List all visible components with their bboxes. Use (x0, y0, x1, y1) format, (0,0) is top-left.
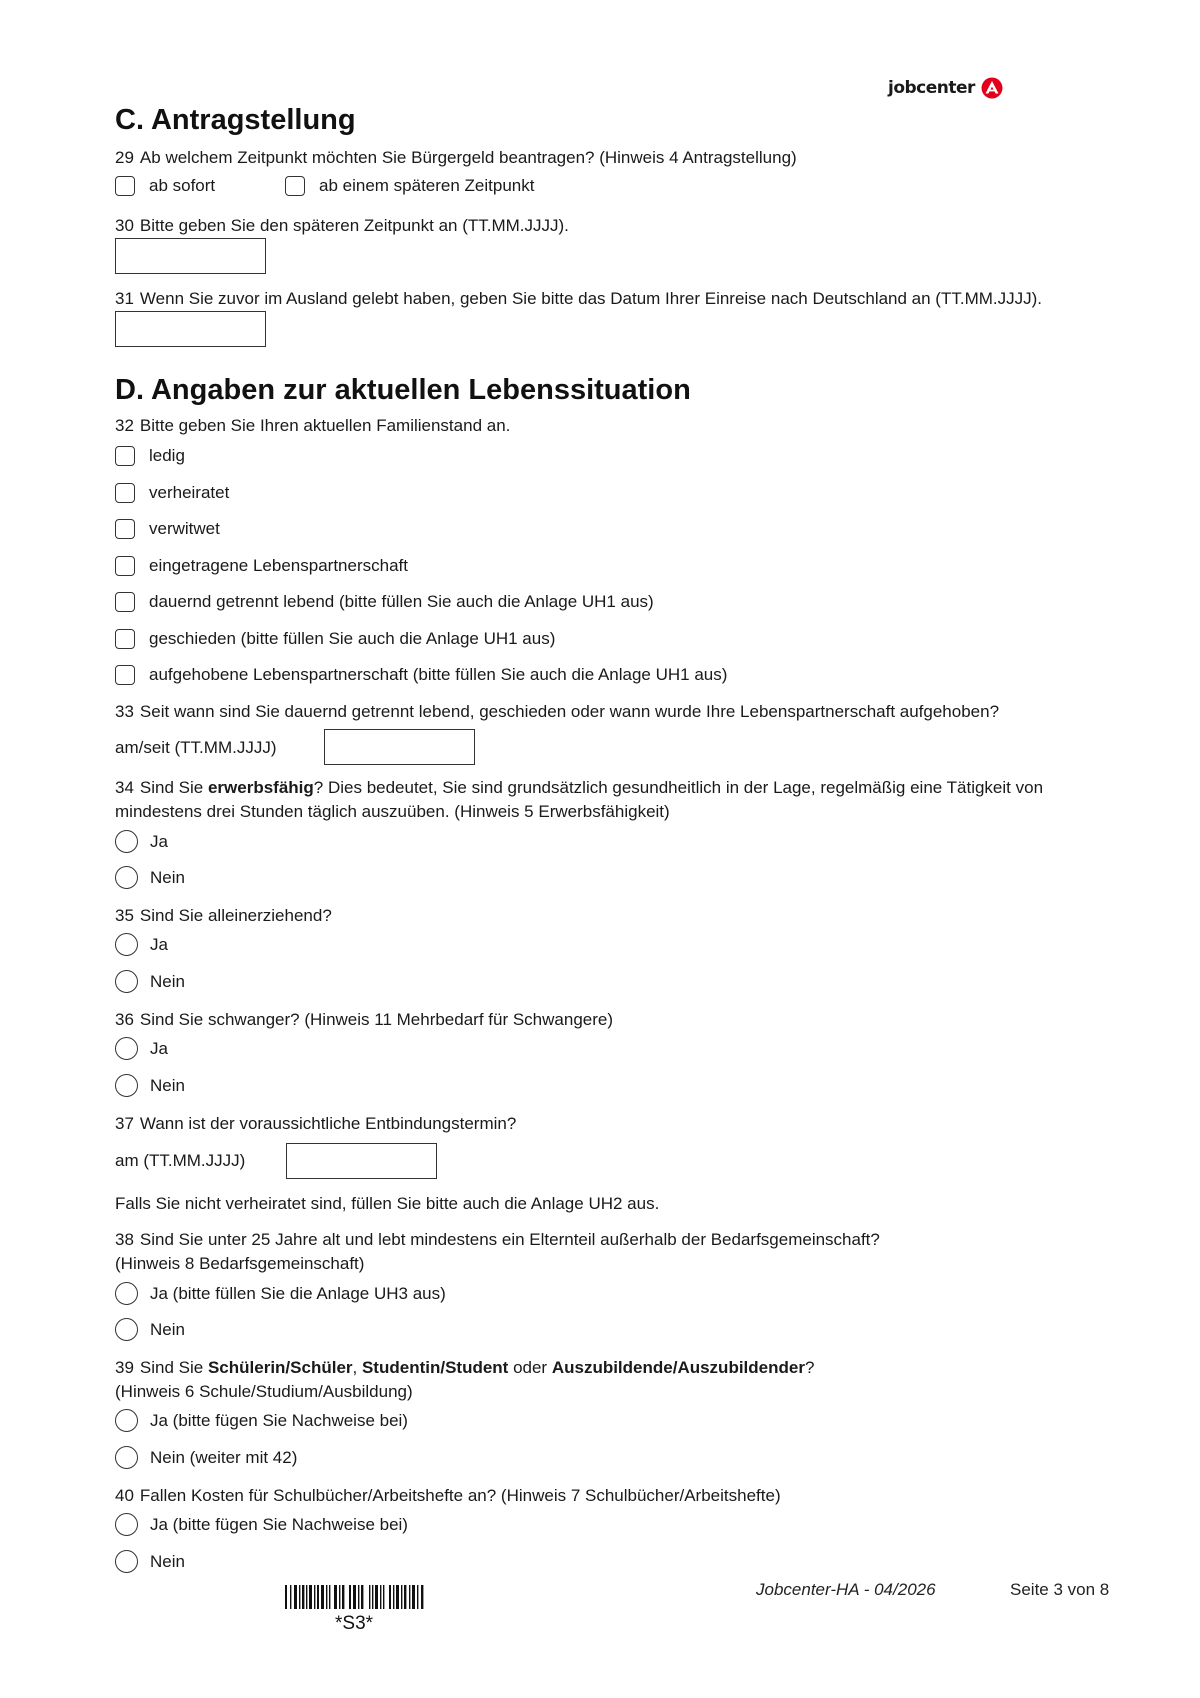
question-text: Sind Sie alleinerziehend? (139, 906, 332, 925)
checkbox-ab-sofort[interactable] (115, 176, 135, 196)
option-label: ledig (149, 446, 185, 465)
jobcenter-logo (888, 76, 1003, 100)
option-label: Ja (150, 831, 168, 851)
option-alleinerziehend-ja[interactable] (115, 933, 168, 956)
checkbox-ledig[interactable] (115, 446, 135, 466)
question-text-b: ? Dies bedeutet, Sie sind grundsätzlich gesundheitlich in der Lage, regelmäßig eine Tätigkeit von mindestens drei Stunden täglich auszuüben. (Hinweis 5 Erwerbsfähigkeit) (115, 778, 1044, 821)
question-33 (115, 702, 999, 722)
option-label: Ja (150, 934, 168, 954)
radio-schulbuecher-nein[interactable] (115, 1550, 138, 1573)
radio-alleinerziehend-nein[interactable] (115, 970, 138, 993)
question-39 (115, 1358, 814, 1378)
radio-unter25-nein[interactable] (115, 1318, 138, 1341)
option-label: Nein (150, 971, 185, 991)
form-identifier: Jobcenter-HA - 04/2026 (756, 1580, 936, 1599)
option-label: verheiratet (149, 483, 230, 502)
checkbox-verheiratet[interactable] (115, 483, 135, 503)
date-label-getrennt: am/seit (TT.MM.JJJJ) (115, 738, 277, 757)
note-anlage-uh2: Falls Sie nicht verheiratet sind, füllen Sie bitte auch die Anlage UH2 aus. (115, 1194, 660, 1213)
option-alleinerziehend-nein[interactable] (115, 970, 185, 993)
radio-alleinerziehend-ja[interactable] (115, 933, 138, 956)
question-number: 40 (115, 1486, 134, 1505)
option-label: Nein (150, 1075, 185, 1095)
option-eingetragene-lebenspartnerschaft[interactable] (115, 556, 408, 576)
checkbox-verwitwet[interactable] (115, 519, 135, 539)
question-text-bold: Auszubildende/Auszubildender (551, 1358, 805, 1377)
date-field-getrennt[interactable] (324, 729, 475, 765)
option-ausbildung-nein[interactable] (115, 1446, 297, 1469)
option-label: Nein (150, 1319, 185, 1339)
checkbox-aufgehobene-lebenspartnerschaft[interactable] (115, 665, 135, 685)
logo-text: jobcenter (888, 78, 975, 98)
option-label: verwitwet (149, 519, 220, 538)
question-text: Bitte geben Sie den späteren Zeitpunkt an (TT.MM.JJJJ). (139, 216, 569, 235)
option-label: Nein (150, 867, 185, 887)
option-label: aufgehobene Lebenspartnerschaft (bitte füllen Sie auch die Anlage UH1 aus) (149, 665, 728, 684)
question-35 (115, 906, 332, 926)
question-number: 36 (115, 1010, 134, 1029)
question-number: 39 (115, 1358, 134, 1377)
question-text-bold: Studentin/Student (361, 1358, 509, 1377)
radio-erwerbsfaehig-nein[interactable] (115, 866, 138, 889)
option-label: eingetragene Lebenspartnerschaft (149, 556, 408, 575)
option-schulbuecher-ja[interactable] (115, 1513, 408, 1536)
question-text: Seit wann sind Sie dauernd getrennt lebend, geschieden oder wann wurde Ihre Lebenspartnerschaft aufgehoben? (139, 702, 1000, 721)
checkbox-eingetragene-lebenspartnerschaft[interactable] (115, 556, 135, 576)
question-text: Bitte geben Sie Ihren aktuellen Familienstand an. (139, 416, 511, 435)
barcode-text: *S3* (335, 1613, 374, 1634)
radio-schwanger-nein[interactable] (115, 1074, 138, 1097)
date-field-einreise[interactable] (115, 311, 266, 347)
question-number: 37 (115, 1114, 134, 1133)
option-schwanger-nein[interactable] (115, 1074, 185, 1097)
question-text: Sind Sie schwanger? (Hinweis 11 Mehrbedarf für Schwangere) (139, 1010, 614, 1029)
option-label: ab einem späteren Zeitpunkt (319, 176, 535, 195)
question-38-hint: (Hinweis 8 Bedarfsgemeinschaft) (115, 1254, 365, 1273)
option-label: ab sofort (149, 176, 216, 195)
radio-schwanger-ja[interactable] (115, 1037, 138, 1060)
question-37 (115, 1114, 516, 1134)
option-label: Ja (150, 1038, 168, 1058)
option-label: Ja (bitte füllen Sie die Anlage UH3 aus) (150, 1283, 446, 1303)
question-30 (115, 216, 569, 236)
checkbox-geschieden[interactable] (115, 629, 135, 649)
option-schwanger-ja[interactable] (115, 1037, 168, 1060)
page-number: Seite 3 von 8 (1010, 1580, 1110, 1599)
question-text: Wann ist der voraussichtliche Entbindungstermin? (139, 1114, 517, 1133)
question-text: ? (804, 1358, 815, 1377)
question-38 (115, 1230, 880, 1250)
question-29 (115, 148, 797, 168)
option-label: Nein (weiter mit 42) (150, 1447, 298, 1467)
option-verheiratet[interactable] (115, 483, 229, 503)
question-text: , (352, 1358, 362, 1377)
question-number: 38 (115, 1230, 134, 1249)
option-label: Nein (150, 1551, 185, 1571)
option-verwitwet[interactable] (115, 519, 220, 539)
option-ausbildung-ja[interactable] (115, 1409, 408, 1432)
agency-logo-icon (981, 77, 1003, 99)
question-number: 34 (115, 778, 134, 797)
question-31 (115, 289, 1042, 309)
question-number: 33 (115, 702, 134, 721)
question-number: 35 (115, 906, 134, 925)
question-text-a: Sind Sie (139, 778, 208, 797)
question-text: oder (508, 1358, 552, 1377)
question-text: Ab welchem Zeitpunkt möchten Sie Bürgergeld beantragen? (Hinweis 4 Antragstellung) (139, 148, 797, 167)
radio-erwerbsfaehig-ja[interactable] (115, 830, 138, 853)
date-label-entbindung: am (TT.MM.JJJJ) (115, 1151, 246, 1170)
option-aufgehobene-lebenspartnerschaft[interactable] (115, 665, 727, 685)
option-label: dauernd getrennt lebend (bitte füllen Sie auch die Anlage UH1 aus) (149, 592, 654, 611)
radio-schulbuecher-ja[interactable] (115, 1513, 138, 1536)
question-text-bold: erwerbsfähig (207, 778, 314, 797)
question-text: Fallen Kosten für Schulbücher/Arbeitshefte an? (Hinweis 7 Schulbücher/Arbeitshefte) (139, 1486, 781, 1505)
radio-unter25-ja[interactable] (115, 1282, 138, 1305)
option-label: Ja (bitte fügen Sie Nachweise bei) (150, 1410, 408, 1430)
question-number: 30 (115, 216, 134, 235)
section-c-title: C. Antragstellung (115, 104, 356, 136)
option-label: geschieden (bitte füllen Sie auch die Anlage UH1 aus) (149, 629, 556, 648)
question-32 (115, 416, 510, 436)
question-40 (115, 1486, 781, 1506)
option-geschieden[interactable] (115, 629, 555, 649)
option-unter25-nein[interactable] (115, 1318, 185, 1341)
section-d-title: D. Angaben zur aktuellen Lebenssituation (115, 374, 691, 406)
option-erwerbsfaehig-nein[interactable] (115, 866, 185, 889)
barcode-icon (285, 1585, 425, 1609)
option-label: Ja (bitte fügen Sie Nachweise bei) (150, 1514, 408, 1534)
option-spaeterer-zeitpunkt[interactable] (285, 176, 534, 196)
date-field-spaeterer-zeitpunkt[interactable] (115, 238, 266, 274)
question-text: Sind Sie (139, 1358, 208, 1377)
question-34 (115, 776, 1075, 824)
option-ledig[interactable] (115, 446, 185, 466)
option-dauernd-getrennt[interactable] (115, 592, 654, 612)
question-text-bold: Schülerin/Schüler (207, 1358, 353, 1377)
date-field-entbindung[interactable] (286, 1143, 437, 1179)
question-number: 32 (115, 416, 134, 435)
question-39-hint: (Hinweis 6 Schule/Studium/Ausbildung) (115, 1382, 413, 1401)
question-number: 29 (115, 148, 134, 167)
question-text: Sind Sie unter 25 Jahre alt und lebt mindestens ein Elternteil außerhalb der Bedarfsgemeinschaft? (139, 1230, 880, 1249)
question-number: 31 (115, 289, 134, 308)
radio-ausbildung-nein[interactable] (115, 1446, 138, 1469)
checkbox-spaeterer-zeitpunkt[interactable] (285, 176, 305, 196)
option-erwerbsfaehig-ja[interactable] (115, 830, 168, 853)
radio-ausbildung-ja[interactable] (115, 1409, 138, 1432)
option-unter25-ja[interactable] (115, 1282, 446, 1305)
checkbox-dauernd-getrennt[interactable] (115, 592, 135, 612)
option-ab-sofort[interactable] (115, 176, 215, 196)
option-schulbuecher-nein[interactable] (115, 1550, 185, 1573)
question-36 (115, 1010, 613, 1030)
question-text: Wenn Sie zuvor im Ausland gelebt haben, geben Sie bitte das Datum Ihrer Einreise nach Deutschland an (TT.MM.JJJJ). (139, 289, 1043, 308)
